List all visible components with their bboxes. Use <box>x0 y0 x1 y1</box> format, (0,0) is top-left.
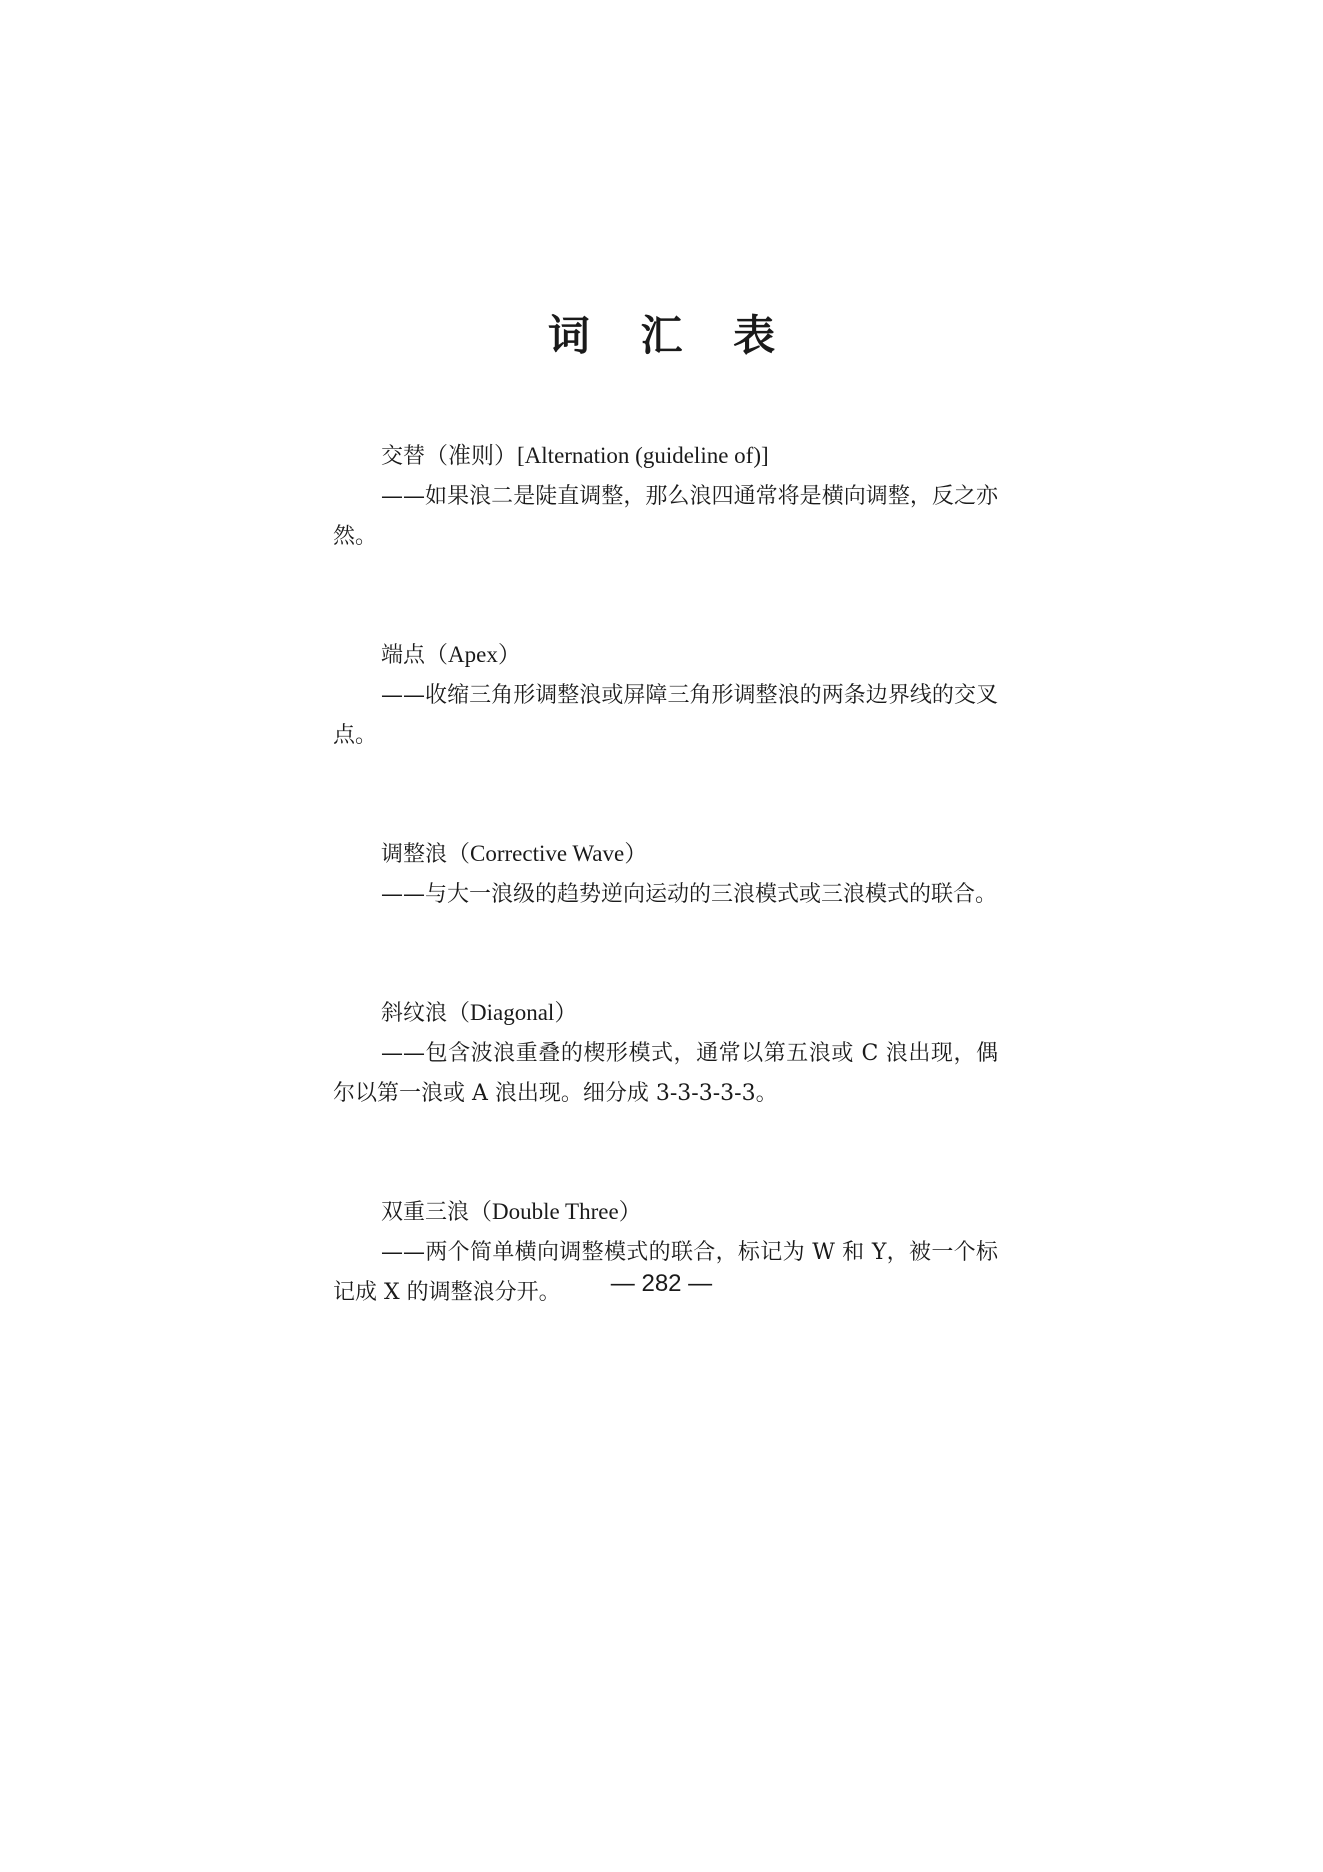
entry-term <box>333 1192 998 1233</box>
entry-term <box>333 436 998 477</box>
term-english: （Apex） <box>425 642 521 667</box>
page-number: — 282 — <box>610 1270 713 1297</box>
term-chinese: 端点 <box>381 643 426 668</box>
glossary-entry <box>333 635 998 756</box>
term-chinese: 双重三浪 <box>381 1200 470 1225</box>
glossary-entry <box>333 436 998 557</box>
glossary-entry <box>333 993 998 1114</box>
term-english: （准则）[Alternation (guideline of)] <box>425 443 769 468</box>
entry-definition: ——与大一浪级的趋势逆向运动的三浪模式或三浪模式的联合。 <box>381 882 998 907</box>
term-chinese: 调整浪 <box>381 842 448 867</box>
term-english: （Diagonal） <box>447 1000 578 1025</box>
term-chinese: 斜纹浪 <box>381 1001 448 1026</box>
glossary-entry <box>333 834 998 915</box>
glossary-entries <box>333 436 998 1391</box>
term-english: （Corrective Wave） <box>447 841 648 866</box>
page-title: 词 汇 表 <box>547 311 794 360</box>
entry-definition: ——如果浪二是陡直调整，那么浪四通常将是横向调整，反之亦然。 <box>333 484 998 549</box>
term-english: （Double Three） <box>469 1199 642 1224</box>
entry-term <box>333 993 998 1034</box>
entry-definition: ——收缩三角形调整浪或屏障三角形调整浪的两条边界线的交叉点。 <box>333 683 998 748</box>
entry-definition: ——包含波浪重叠的楔形模式，通常以第五浪或 C 浪出现，偶尔以第一浪或 A 浪出现。细分成 3-3-3-3-3。 <box>333 1041 998 1106</box>
term-chinese: 交替 <box>381 444 426 469</box>
entry-term <box>333 834 998 875</box>
entry-term <box>333 635 998 676</box>
entry-definition: ——两个简单横向调整模式的联合，标记为 W 和 Y，被一个标记成 X 的调整浪分开。 <box>333 1240 998 1305</box>
